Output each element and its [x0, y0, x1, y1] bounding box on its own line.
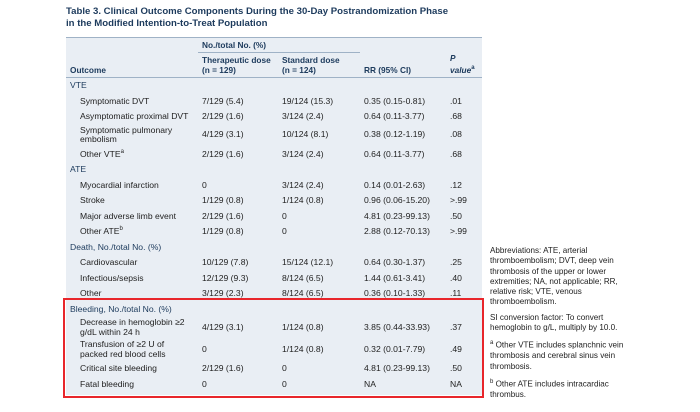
cell-outcome: [66, 376, 198, 392]
outcome-label: Myocardial infarction: [80, 179, 159, 190]
cell-therapeutic: 4/129 (3.1): [202, 129, 244, 140]
caption-line-2: in the Modified Intention-to-Treat Population: [66, 18, 268, 29]
cell-standard: 1/124 (0.8): [282, 321, 324, 332]
cell-p-value: .50: [450, 210, 462, 221]
footnote-b-mark: b: [490, 378, 494, 385]
cell-outcome: [66, 317, 198, 339]
table-row: [66, 224, 482, 240]
cell-outcome: [66, 124, 198, 146]
outcome-label: Transfusion of ≥2 U of packed red blood cells: [80, 339, 166, 359]
cell-rr: 0.35 (0.15-0.81): [364, 95, 426, 106]
group-row: [66, 77, 482, 93]
cell-therapeutic: 7/129 (5.4): [202, 95, 244, 106]
table-row: [66, 339, 482, 361]
cell-p-value: .37: [450, 321, 462, 332]
footnote-a-text: Other VTE includes splanchnic vein thrombosis and cerebral sinus vein thrombosis.: [490, 341, 624, 371]
cell-rr: 0.64 (0.30-1.37): [364, 257, 426, 268]
cell-therapeutic: 1/129 (0.8): [202, 226, 244, 237]
cell-outcome: [66, 224, 198, 240]
group-row: [66, 162, 482, 178]
cell-outcome: [66, 146, 198, 162]
cell-therapeutic: 2/129 (1.6): [202, 148, 244, 159]
table-row: [66, 270, 482, 286]
cell-outcome: [66, 361, 198, 377]
cell-outcome: [66, 339, 198, 361]
cell-standard: 8/124 (6.5): [282, 288, 324, 299]
footnote-a-mark: a: [490, 340, 494, 347]
outcome-label: Cardiovascular: [80, 257, 138, 268]
cell-standard: 10/124 (8.1): [282, 129, 329, 140]
outcome-footnote-mark: a: [120, 148, 124, 155]
note-footnote-a: [490, 338, 630, 372]
outcome-label: Other: [80, 288, 102, 299]
cell-p-value: .68: [450, 148, 462, 159]
cell-outcome: [66, 93, 198, 109]
cell-rr: 0.38 (0.12-1.19): [364, 129, 426, 140]
cell-rr: 0.64 (0.11-3.77): [364, 111, 425, 122]
outcome-label: Major adverse limb event: [80, 210, 177, 221]
cell-standard: 0: [282, 378, 287, 389]
group-row: [66, 239, 482, 255]
cell-therapeutic: 2/129 (1.6): [202, 111, 244, 122]
cell-therapeutic: 4/129 (3.1): [202, 321, 244, 332]
header-p-value-sup: a: [471, 64, 475, 71]
table-row: [66, 193, 482, 209]
cell-standard: 3/124 (2.4): [282, 111, 324, 122]
outcome-table: [66, 37, 482, 395]
cell-p-value: .49: [450, 343, 462, 354]
cell-outcome: [66, 193, 198, 209]
cell-outcome: [66, 255, 198, 271]
header-therapeutic-dose: [198, 53, 278, 78]
table-row: [66, 177, 482, 193]
cell-p-value: .12: [450, 179, 462, 190]
group-label: Bleeding, No./total No. (%): [70, 303, 172, 314]
group-label: ATE: [70, 164, 87, 175]
outcome-label: Stroke: [80, 195, 105, 206]
table-row: [66, 317, 482, 339]
cell-therapeutic: 0: [202, 343, 207, 354]
cell-rr: 0.32 (0.01-7.79): [364, 343, 426, 354]
cell-rr: 0.64 (0.11-3.77): [364, 148, 425, 159]
table-row: [66, 361, 482, 377]
caption-line-1: Table 3. Clinical Outcome Components During the 30-Day Postrandomization Phase: [66, 6, 449, 17]
cell-rr: 4.81 (0.23-99.13): [364, 210, 430, 221]
cell-p-value: .11: [450, 288, 462, 299]
cell-standard: 3/124 (2.4): [282, 148, 324, 159]
header-standard-dose: [278, 53, 360, 78]
cell-p-value: .50: [450, 363, 462, 374]
cell-rr: 1.44 (0.61-3.41): [364, 272, 426, 283]
cell-p-value: .40: [450, 272, 462, 283]
cell-therapeutic: 10/129 (7.8): [202, 257, 249, 268]
cell-outcome: [66, 109, 198, 125]
cell-outcome: [66, 177, 198, 193]
cell-therapeutic: 3/129 (2.3): [202, 288, 244, 299]
header-therapeutic-label: Therapeutic dose: [202, 54, 271, 65]
header-p-value-label: P value: [450, 52, 472, 75]
table-row: [66, 93, 482, 109]
header-rr: RR (95% CI): [360, 53, 446, 78]
group-label: VTE: [70, 80, 87, 91]
outcome-label: Other VTE: [80, 148, 121, 159]
cell-outcome: [66, 270, 198, 286]
table-body: [66, 77, 482, 392]
table-caption: [66, 6, 486, 30]
header-standard-n: (n = 124): [282, 64, 316, 75]
note-si-conversion: SI conversion factor: To convert hemoglobin to g/L, multiply by 10.0.: [490, 312, 618, 333]
cell-therapeutic: 2/129 (1.6): [202, 363, 244, 374]
cell-p-value: NA: [450, 378, 462, 389]
table-row: [66, 376, 482, 392]
cell-rr: 3.85 (0.44-33.93): [364, 321, 430, 332]
note-abbreviations: Abbreviations: ATE, arterial thromboembolism; DVT, deep vein thrombosis of the upper or lower extremities; NA, not applicable; RR, relative risk; VTE, venous thromboembolism.: [490, 246, 618, 307]
note-footnote-b: [490, 377, 630, 400]
cell-p-value: .68: [450, 111, 462, 122]
outcome-label: Symptomatic DVT: [80, 95, 150, 106]
cell-outcome: [66, 286, 198, 302]
cell-standard: 1/124 (0.8): [282, 343, 324, 354]
table-notes: [490, 246, 630, 405]
footnote-b-text: Other ATE includes intracardiac thrombus.: [490, 379, 609, 399]
cell-standard: 8/124 (6.5): [282, 272, 324, 283]
cell-standard: 0: [282, 210, 287, 221]
cell-outcome: [66, 208, 198, 224]
outcome-footnote-mark: b: [119, 226, 123, 233]
cell-p-value: .25: [450, 257, 462, 268]
cell-standard: 1/124 (0.8): [282, 195, 324, 206]
cell-p-value: >.99: [450, 195, 467, 206]
cell-rr: 0.36 (0.10-1.33): [364, 288, 426, 299]
cell-standard: 0: [282, 226, 287, 237]
cell-standard: 15/124 (12.1): [282, 257, 334, 268]
outcome-label: Infectious/sepsis: [80, 272, 144, 283]
group-label: Death, No./total No. (%): [70, 241, 162, 252]
table-row: [66, 286, 482, 302]
cell-therapeutic: 12/129 (9.3): [202, 272, 249, 283]
header-standard-label: Standard dose: [282, 54, 340, 65]
cell-standard: 3/124 (2.4): [282, 179, 324, 190]
outcome-label: Other ATE: [80, 226, 120, 237]
cell-p-value: .01: [450, 95, 462, 106]
table-row: [66, 146, 482, 162]
outcome-label: Decrease in hemoglobin ≥2 g/dL within 24 h: [80, 317, 185, 337]
cell-rr: 2.88 (0.12-70.13): [364, 226, 430, 237]
header-group-label: No./total No. (%): [198, 38, 360, 53]
cell-standard: 0: [282, 363, 287, 374]
outcome-label: Asymptomatic proximal DVT: [80, 111, 189, 122]
cell-rr: 0.14 (0.01-2.63): [364, 179, 426, 190]
cell-rr: NA: [364, 378, 376, 389]
cell-standard: 19/124 (15.3): [282, 95, 334, 106]
cell-p-value: >.99: [450, 226, 467, 237]
table-row: [66, 208, 482, 224]
table-row: [66, 124, 482, 146]
cell-therapeutic: 0: [202, 378, 207, 389]
cell-therapeutic: 0: [202, 179, 207, 190]
table-row: [66, 109, 482, 125]
cell-therapeutic: 2/129 (1.6): [202, 210, 244, 221]
outcome-label: Critical site bleeding: [80, 363, 157, 374]
header-p-value: [446, 53, 482, 78]
cell-p-value: .08: [450, 129, 462, 140]
cell-rr: 4.81 (0.23-99.13): [364, 363, 430, 374]
outcome-label: Fatal bleeding: [80, 378, 134, 389]
table-row: [66, 255, 482, 271]
outcome-label: Symptomatic pulmonary embolism: [80, 124, 173, 144]
header-outcome: Outcome: [66, 53, 198, 78]
header-therapeutic-n: (n = 129): [202, 64, 236, 75]
cell-rr: 0.96 (0.06-15.20): [364, 195, 430, 206]
cell-therapeutic: 1/129 (0.8): [202, 195, 244, 206]
group-row: [66, 301, 482, 317]
